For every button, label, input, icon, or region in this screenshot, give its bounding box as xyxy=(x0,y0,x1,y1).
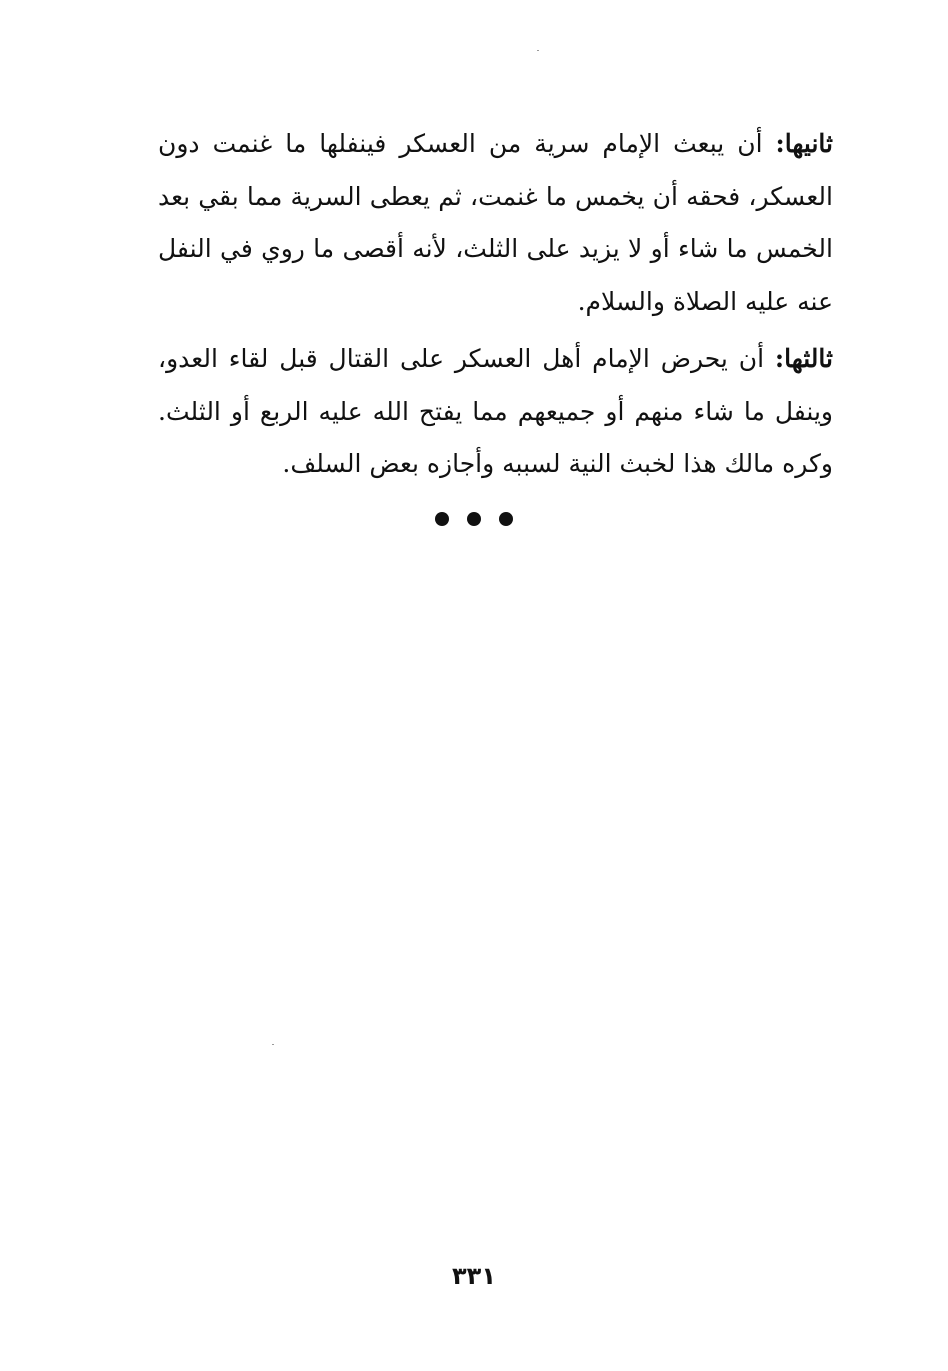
separator-dot xyxy=(499,512,513,526)
scan-speck xyxy=(537,50,539,51)
paragraph-lead: ثانيها: xyxy=(775,129,833,158)
paragraph-text: أن يحرض الإمام أهل العسكر على القتال قبل لقاء العدو، وينفل ما شاء منهم أو جميعهم مما يفتح الله عليه الربع أو الثلث. وكره مالك هذا لخبث النية لسببه وأجازه بعض السلف. xyxy=(158,344,833,478)
scan-speck xyxy=(272,1044,274,1045)
paragraph-text: أن يبعث الإمام سرية من العسكر فينفلها ما غنمت دون العسكر، فحقه أن يخمس ما غنمت، ثم يعطى السرية مما بقي بعد الخمس ما شاء أو لا يزيد على الثلث، لأنه أقصى ما روي في النفل عنه عليه الصلاة والسلام. xyxy=(158,129,833,316)
page-number: ٣٣١ xyxy=(452,1262,496,1290)
separator-dot xyxy=(435,512,449,526)
separator-dot xyxy=(467,512,481,526)
paragraph-lead: ثالثها: xyxy=(774,344,833,373)
section-separator xyxy=(0,512,948,526)
paragraph-third xyxy=(158,333,833,491)
body-text xyxy=(158,118,833,491)
paragraph-second xyxy=(158,118,833,328)
